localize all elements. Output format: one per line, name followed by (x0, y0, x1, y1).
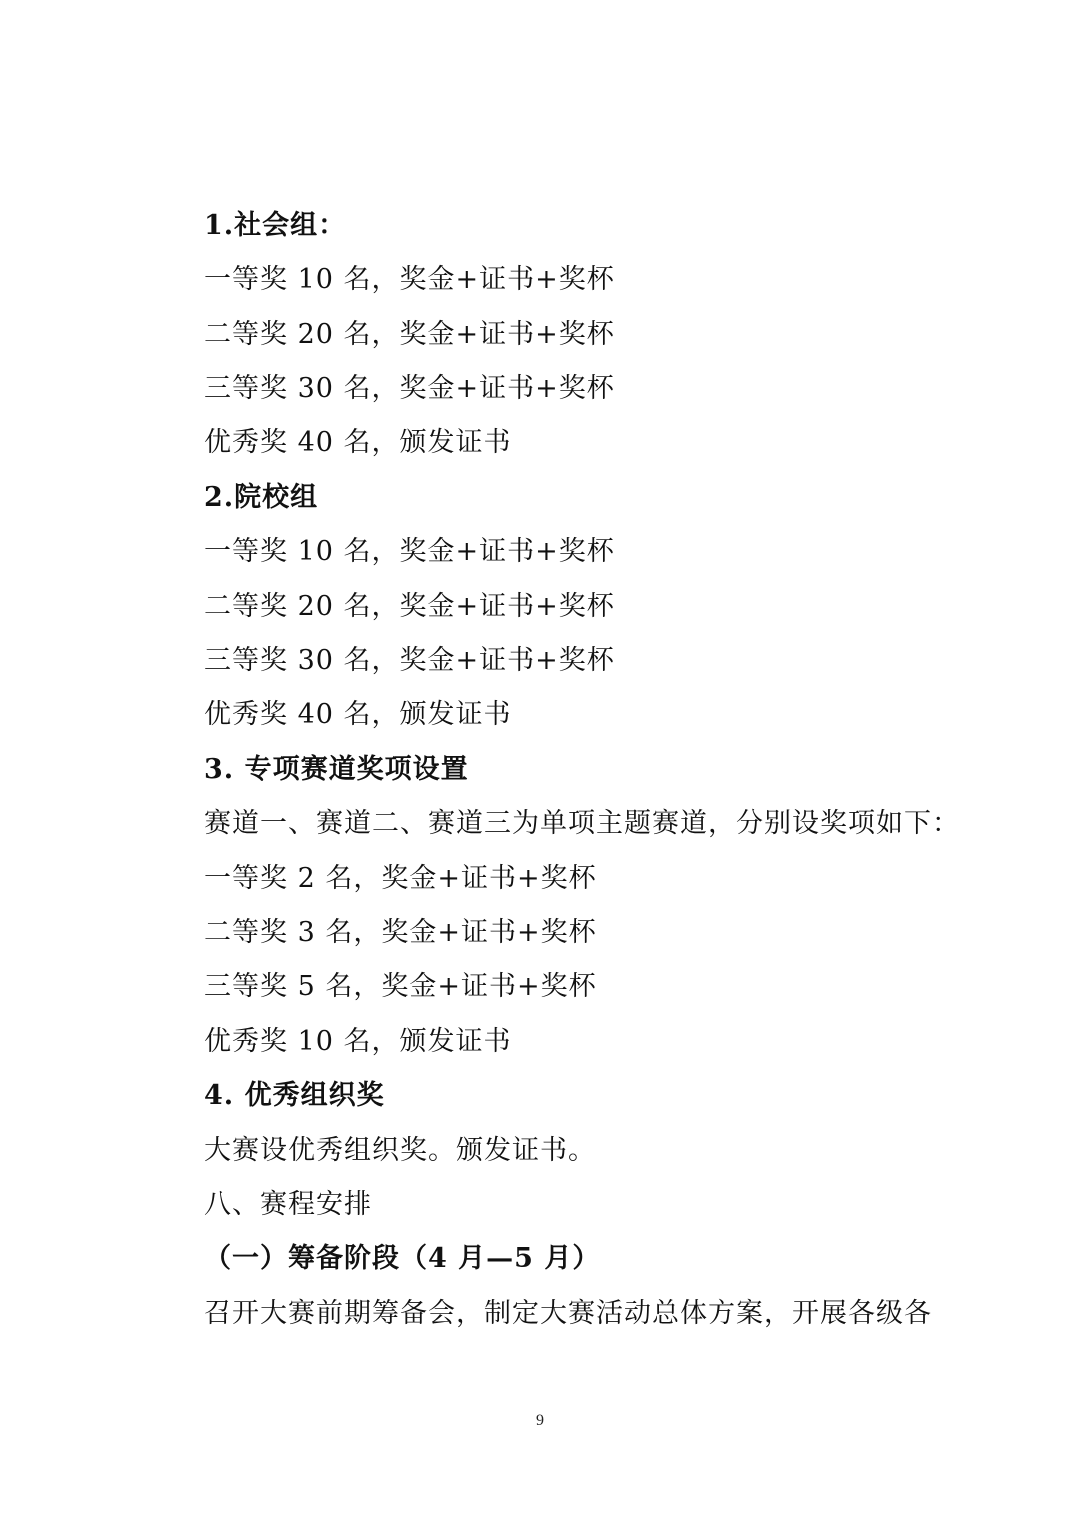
award-line: 一等奖 10 名，奖金+证书+奖杯 (204, 264, 615, 295)
award-line: 三等奖 5 名，奖金+证书+奖杯 (204, 971, 597, 1002)
paragraph-line: 赛道一、赛道二、赛道三为单项主题赛道，分别设奖项如下： (204, 808, 960, 839)
award-line: 二等奖 20 名，奖金+证书+奖杯 (204, 591, 615, 622)
award-line: 优秀奖 40 名，颁发证书 (204, 427, 512, 458)
paragraph-line: 大赛设优秀组织奖。颁发证书。 (204, 1135, 596, 1166)
award-line: 二等奖 20 名，奖金+证书+奖杯 (204, 319, 615, 350)
award-line: 三等奖 30 名，奖金+证书+奖杯 (204, 645, 615, 676)
award-line: 一等奖 10 名，奖金+证书+奖杯 (204, 536, 615, 567)
award-line: 优秀奖 10 名，颁发证书 (204, 1026, 512, 1057)
page-number: 9 (536, 1412, 544, 1429)
heading-school-group: 2.院校组 (204, 482, 319, 513)
award-line: 三等奖 30 名，奖金+证书+奖杯 (204, 373, 615, 404)
award-line: 优秀奖 40 名，颁发证书 (204, 699, 512, 730)
award-line: 一等奖 2 名，奖金+证书+奖杯 (204, 863, 597, 894)
paragraph-line: 召开大赛前期筹备会，制定大赛活动总体方案，开展各级各 (204, 1298, 932, 1329)
heading-organization-award: 4. 优秀组织奖 (204, 1080, 385, 1111)
heading-schedule: 八、赛程安排 (204, 1189, 372, 1220)
heading-social-group: 1.社会组： (204, 210, 347, 241)
heading-special-track: 3. 专项赛道奖项设置 (204, 754, 469, 785)
heading-preparation-stage: （一）筹备阶段（4 月—5 月） (204, 1243, 601, 1274)
award-line: 二等奖 3 名，奖金+证书+奖杯 (204, 917, 597, 948)
